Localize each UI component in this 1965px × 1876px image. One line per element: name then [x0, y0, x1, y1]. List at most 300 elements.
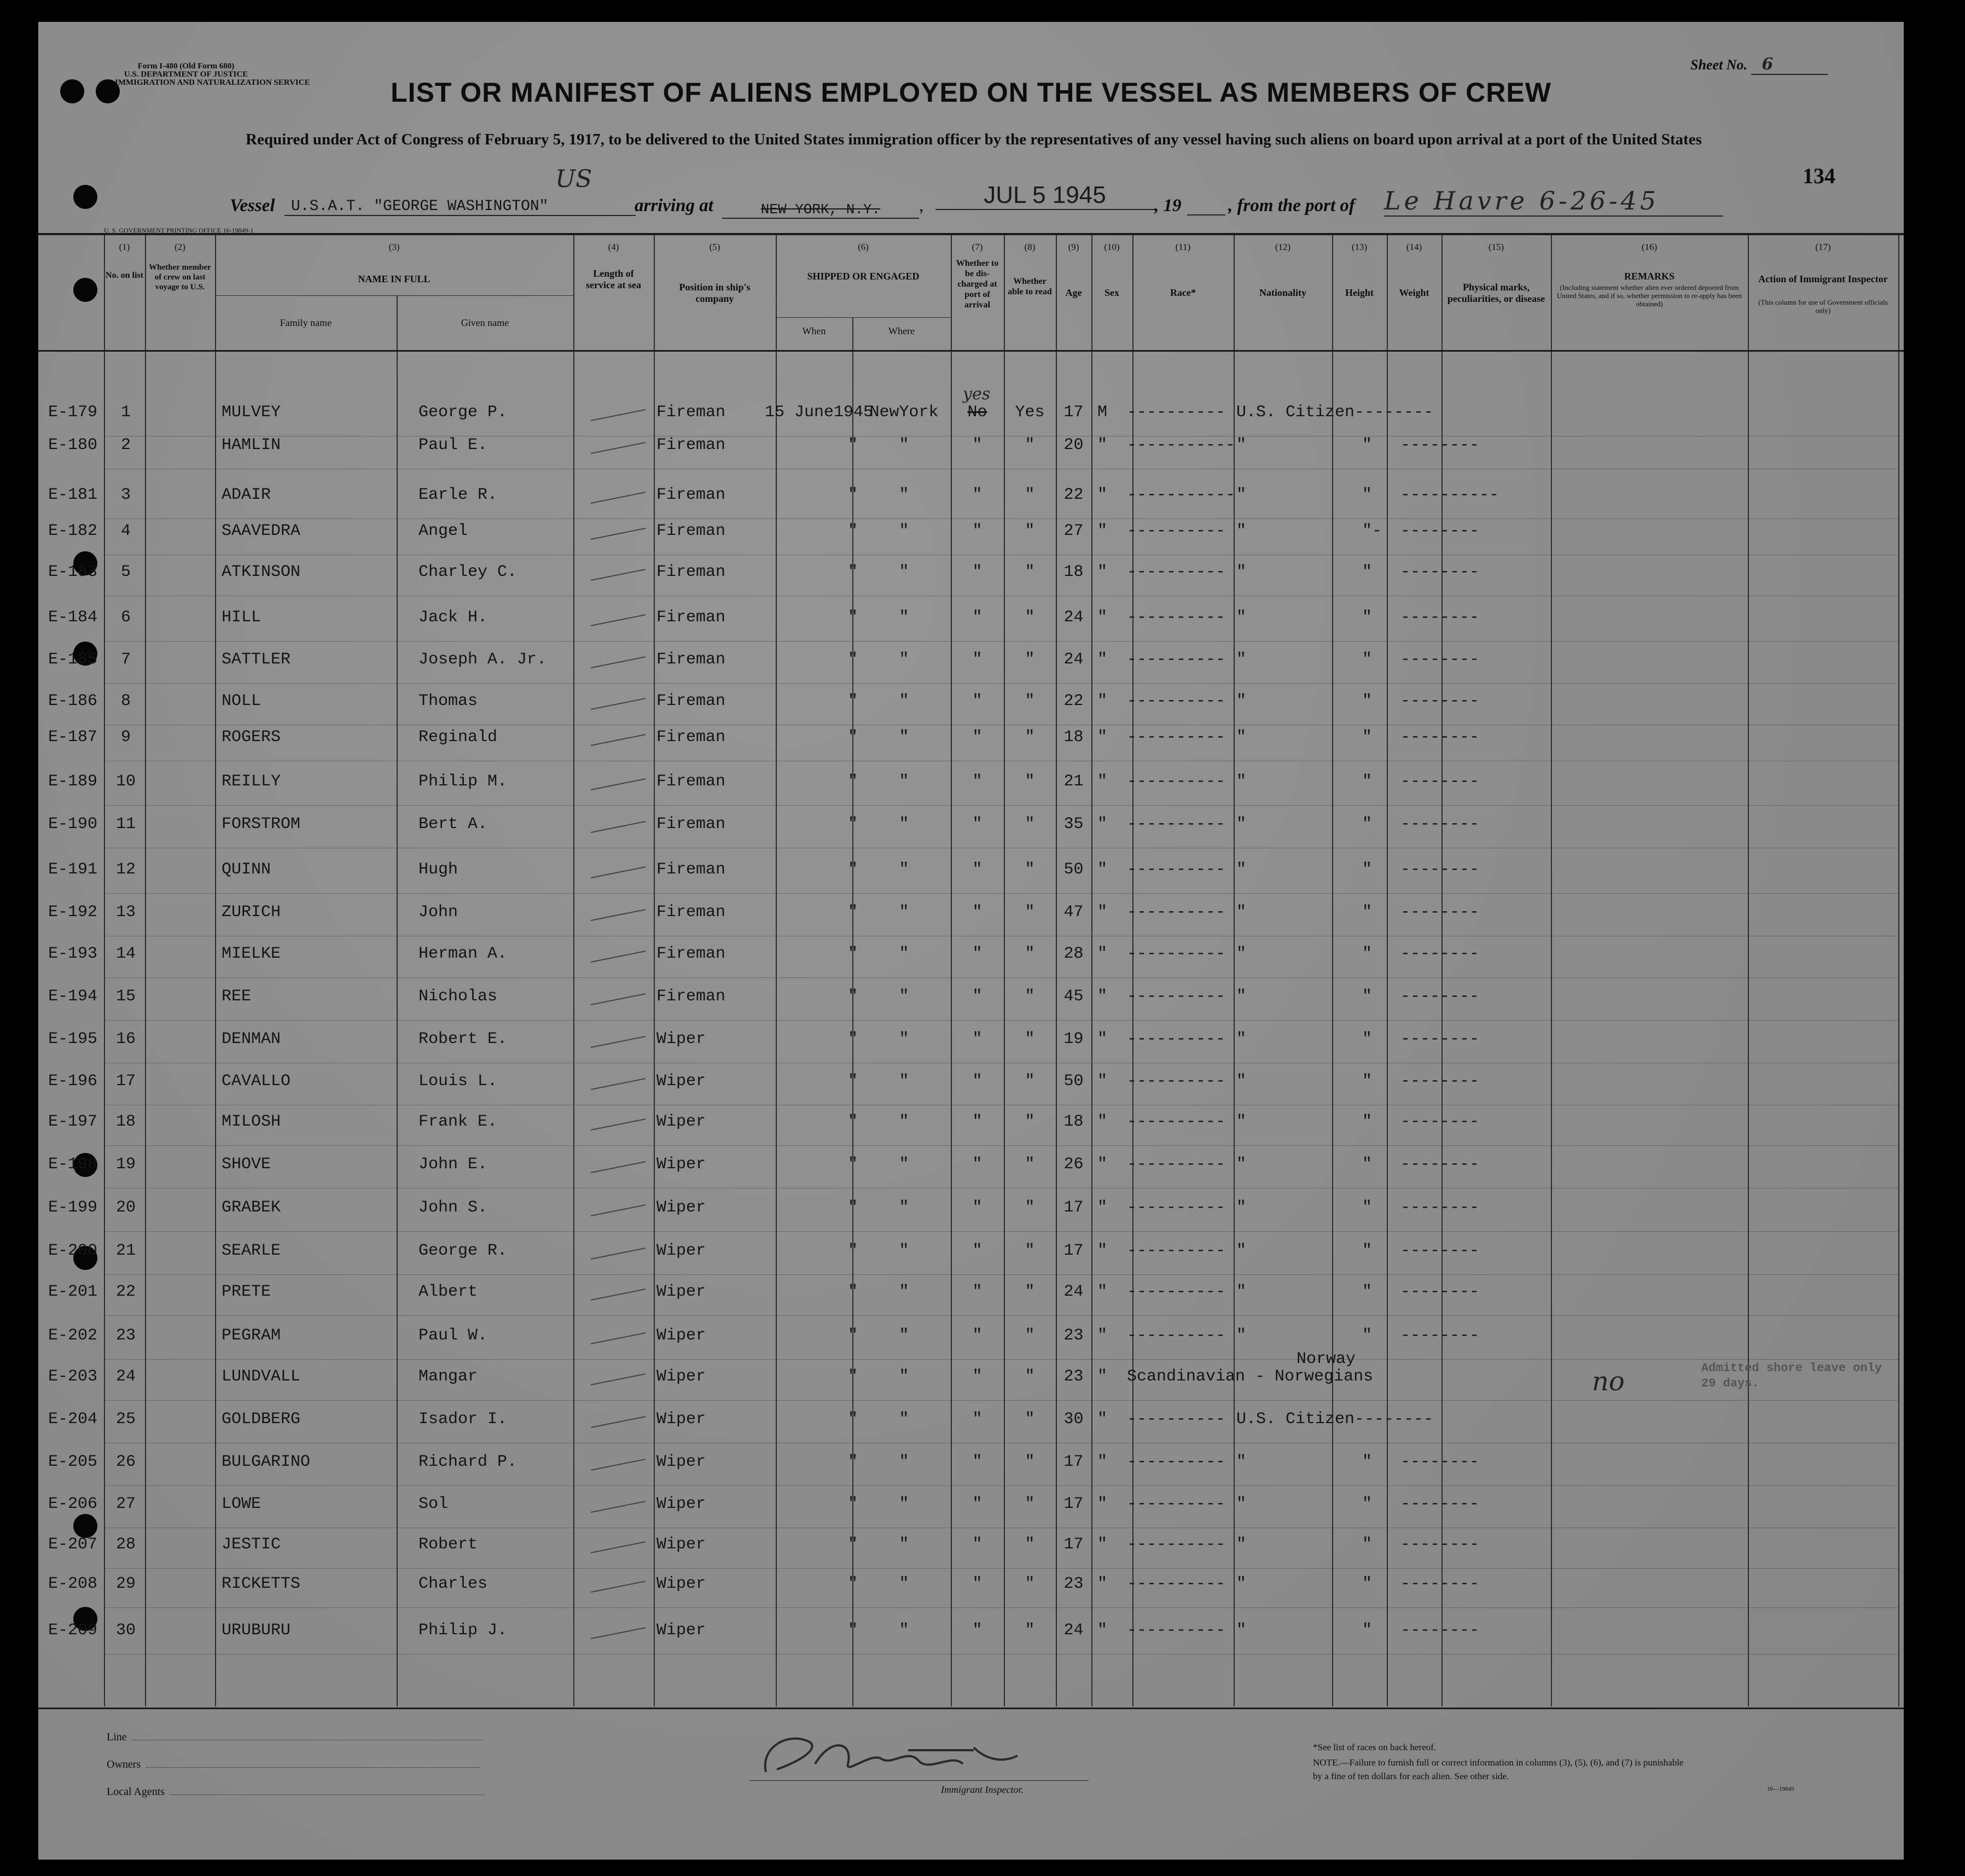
service-tick-mark	[585, 403, 651, 425]
cell-read: "	[1025, 903, 1035, 922]
cell-height: "	[1362, 987, 1373, 1006]
row-rule	[104, 518, 1898, 519]
header-bottom-rule	[38, 350, 1904, 352]
cell-position: Fireman	[656, 860, 726, 879]
cell-given: Frank E.	[418, 1112, 498, 1131]
row-rule	[104, 1607, 1898, 1608]
cell-discharged: "	[972, 1198, 983, 1217]
cell-no: 24	[115, 1367, 136, 1386]
cell-sex: "	[1097, 522, 1107, 540]
cell-position: Fireman	[656, 650, 726, 669]
cell-position: Fireman	[656, 903, 726, 922]
cell-no: 26	[115, 1453, 136, 1471]
cell-age: 23	[1063, 1575, 1084, 1593]
cell-read: "	[1025, 772, 1035, 791]
cell-weight: --------	[1400, 1198, 1480, 1217]
footer-rule	[38, 1708, 1904, 1709]
cell-height: "	[1362, 1072, 1373, 1091]
cell-code: E-184	[48, 608, 98, 627]
cell-height: "	[1362, 1242, 1373, 1260]
cell-read: "	[1025, 1367, 1035, 1386]
cell-nationality: "	[1236, 1198, 1247, 1217]
cell-where: "	[899, 1367, 909, 1386]
cell-height: "	[1362, 1283, 1373, 1301]
cell-where: "	[899, 1326, 909, 1345]
cell-age: 27	[1063, 522, 1084, 540]
cell-given: Angel	[418, 522, 468, 540]
remarks-handwritten: no	[1592, 1366, 1625, 1397]
cell-family: ATKINSON	[222, 563, 301, 581]
vessel-label: Vessel	[230, 196, 275, 215]
cell-sex: "	[1097, 1326, 1107, 1345]
cell-sex: "	[1097, 815, 1107, 834]
cell-height: "	[1362, 436, 1373, 455]
cell-given: Sol	[418, 1495, 449, 1513]
cell-read: "	[1025, 1410, 1035, 1429]
year-blank	[1187, 197, 1225, 215]
cell-position: Fireman	[656, 563, 726, 581]
cell-nationality: "	[1236, 1326, 1247, 1345]
cell-height: "	[1362, 945, 1373, 963]
cell-height: "	[1362, 860, 1373, 879]
cell-position: Wiper	[656, 1112, 706, 1131]
cell-sex: "	[1097, 608, 1107, 627]
service-tick-mark	[585, 772, 651, 794]
cell-age: 17	[1063, 1535, 1084, 1554]
arrival-date-stamp: JUL 5 1945	[935, 182, 1154, 210]
cell-read: Yes	[1015, 403, 1045, 422]
year-label: , 19	[1154, 196, 1182, 215]
cell-where: "	[899, 486, 909, 504]
col-shipped-header: SHIPPED OR ENGAGED	[807, 271, 920, 282]
cell-given: Richard P.	[418, 1453, 518, 1471]
cell-discharged: "	[972, 728, 983, 747]
cell-sex: "	[1097, 1030, 1107, 1048]
cell-code: E-197	[48, 1112, 98, 1131]
cell-nationality: "	[1236, 650, 1247, 669]
cell-read: "	[1025, 1112, 1035, 1131]
cell-discharged: "	[972, 1575, 983, 1593]
line-label: Line	[107, 1731, 482, 1744]
cell-race: ----------	[1127, 1621, 1226, 1640]
col-weight-header: Weight	[1399, 287, 1429, 298]
cell-where: "	[899, 1072, 909, 1091]
cell-code: E-194	[48, 987, 98, 1006]
col-height-header: Height	[1345, 287, 1374, 298]
cell-when: "	[847, 987, 858, 1006]
col-read-header: Whether able to read	[1008, 277, 1052, 296]
page-title: LIST OR MANIFEST OF ALIENS EMPLOYED ON THE VESSEL AS MEMBERS OF CREW	[391, 77, 1551, 108]
cell-weight: --------	[1400, 1326, 1480, 1345]
cell-sex: "	[1097, 486, 1107, 504]
cell-no: 15	[115, 987, 136, 1006]
cell-position: Fireman	[656, 772, 726, 791]
cell-nationality: "	[1236, 1283, 1247, 1301]
cell-position: Fireman	[656, 522, 726, 540]
cell-when: "	[847, 1072, 858, 1091]
cell-family: GOLDBERG	[222, 1410, 301, 1429]
cell-race: ----------	[1127, 860, 1226, 879]
cell-race: ----------	[1127, 692, 1226, 710]
printing-office: U. S. GOVERNMENT PRINTING OFFICE 16-19849-1	[104, 226, 254, 234]
cell-sex: "	[1097, 772, 1107, 791]
cell-weight: --------	[1400, 860, 1480, 879]
cell-height: "	[1362, 608, 1373, 627]
cell-where: "	[899, 772, 909, 791]
cell-sex: "	[1097, 1367, 1107, 1386]
service-tick-mark	[585, 436, 651, 458]
cell-no: 21	[115, 1242, 136, 1260]
cell-given: Paul W.	[418, 1326, 488, 1345]
cell-where: "	[899, 1030, 909, 1048]
cell-position: Wiper	[656, 1198, 706, 1217]
col-race-header: Race*	[1170, 287, 1196, 298]
cell-family: MIELKE	[222, 945, 281, 963]
col-length-service-header: Length of service at sea	[586, 268, 641, 290]
inspector-sign-line	[749, 1780, 1089, 1781]
cell-when: "	[847, 728, 858, 747]
col-nationality-header: Nationality	[1259, 287, 1306, 298]
cell-age: 23	[1063, 1326, 1084, 1345]
cell-code: E-186	[48, 692, 98, 710]
cell-race: ----------	[1127, 1072, 1226, 1091]
cell-given: George P.	[418, 403, 508, 422]
cell-sex: "	[1097, 650, 1107, 669]
cell-nationality: "	[1236, 1155, 1247, 1174]
cell-given: Bert A.	[418, 815, 488, 834]
cell-where: "	[899, 436, 909, 455]
cell-height: "	[1362, 728, 1373, 747]
cell-discharged: "	[972, 650, 983, 669]
cell-when: "	[847, 1030, 858, 1048]
cell-when: "	[847, 772, 858, 791]
cell-code: E-196	[48, 1072, 98, 1091]
cell-no: 4	[120, 522, 131, 540]
row-rule	[104, 805, 1898, 806]
cell-age: 24	[1063, 650, 1084, 669]
service-tick-mark	[585, 608, 651, 630]
cell-code: E-199	[48, 1198, 98, 1217]
row-rule	[104, 1274, 1898, 1275]
cell-family: REE	[222, 987, 252, 1006]
cell-nationality: "	[1236, 772, 1247, 791]
cell-where: "	[899, 1112, 909, 1131]
service-tick-mark	[585, 945, 651, 966]
vessel-name: U.S.A.T. "GEORGE WASHINGTON"	[284, 198, 636, 216]
cell-sex: "	[1097, 436, 1107, 455]
cell-no: 10	[115, 772, 136, 791]
cell-given: Thomas	[418, 692, 478, 710]
cell-read: "	[1025, 1453, 1035, 1471]
cell-position: Wiper	[656, 1453, 706, 1471]
vessel-note: US	[555, 165, 592, 193]
cell-no: 2	[120, 436, 131, 455]
cell-read: "	[1025, 1495, 1035, 1513]
cell-code: E-190	[48, 815, 98, 834]
cell-code: E-201	[48, 1283, 98, 1301]
cell-code: E-208	[48, 1575, 98, 1593]
cell-age: 18	[1063, 563, 1084, 581]
cell-race: Scandinavian - Norwegians	[1127, 1367, 1374, 1386]
cell-code: E-204	[48, 1410, 98, 1429]
cell-age: 17	[1063, 1198, 1084, 1217]
cell-nationality: U.S. Citizen--------	[1236, 1410, 1434, 1429]
cell-age: 50	[1063, 860, 1084, 879]
cell-read: "	[1025, 563, 1035, 581]
cell-given: Mangar	[418, 1367, 478, 1386]
cell-weight: --------	[1400, 436, 1480, 455]
cell-when: "	[847, 860, 858, 879]
comma: ,	[919, 196, 924, 215]
cell-no: 8	[120, 692, 131, 710]
cell-when: "	[847, 692, 858, 710]
inspector-signature	[744, 1726, 1028, 1786]
cell-nationality: "	[1236, 1072, 1247, 1091]
cell-when: "	[847, 650, 858, 669]
cell-position: Fireman	[656, 815, 726, 834]
cell-height: "	[1362, 1326, 1373, 1345]
cell-sex: "	[1097, 728, 1107, 747]
cell-family: SATTLER	[222, 650, 291, 669]
cell-discharged: "	[972, 987, 983, 1006]
cell-code: E-191	[48, 860, 98, 879]
cell-height: "	[1362, 1198, 1373, 1217]
cell-where: "	[899, 1242, 909, 1260]
cell-race: ----------	[1127, 987, 1226, 1006]
cell-discharged: "	[972, 1283, 983, 1301]
cell-family: HILL	[222, 608, 261, 627]
service-tick-mark	[585, 1283, 651, 1304]
cell-position: Wiper	[656, 1367, 706, 1386]
cell-race: ----------	[1127, 1410, 1226, 1429]
cell-family: BULGARINO	[222, 1453, 311, 1471]
cell-given: John E.	[418, 1155, 488, 1174]
service-tick-mark	[585, 728, 651, 750]
cell-sex: "	[1097, 1242, 1107, 1260]
cell-nationality: "	[1236, 945, 1247, 963]
cell-when: "	[847, 1242, 858, 1260]
cell-discharged: "	[972, 903, 983, 922]
cell-position: Fireman	[656, 728, 726, 747]
cell-where: "	[899, 692, 909, 710]
cell-nationality: Norway	[1297, 1350, 1356, 1368]
cell-when: "	[847, 1621, 858, 1640]
cell-position: Fireman	[656, 486, 726, 504]
cell-weight: --------	[1400, 1283, 1480, 1301]
cell-age: 22	[1063, 692, 1084, 710]
cell-nationality: U.S. Citizen--------	[1236, 403, 1434, 422]
cell-where: "	[899, 1621, 909, 1640]
cell-no: 6	[120, 608, 131, 627]
cell-age: 45	[1063, 987, 1084, 1006]
cell-family: MULVEY	[222, 403, 281, 422]
row-rule	[104, 1145, 1898, 1146]
col-age-header: Age	[1065, 287, 1082, 298]
row-rule	[104, 683, 1898, 684]
cell-discharged: "	[972, 608, 983, 627]
service-tick-mark	[585, 1535, 651, 1557]
cell-age: 17	[1063, 1495, 1084, 1513]
cell-nationality: "	[1236, 728, 1247, 747]
cell-code: E-189	[48, 772, 98, 791]
cell-no: 7	[120, 650, 131, 669]
cell-when: "	[847, 1410, 858, 1429]
col-given-name-header: Given name	[461, 317, 509, 328]
cell-race: ----------	[1127, 1155, 1226, 1174]
cell-given: Charles	[418, 1575, 488, 1593]
cell-race: ----------	[1127, 815, 1226, 834]
arriving-label: arriving at	[635, 196, 713, 215]
cell-weight: --------	[1400, 815, 1480, 834]
cell-given: Robert	[418, 1535, 478, 1554]
cell-when: "	[847, 608, 858, 627]
cell-read: "	[1025, 815, 1035, 834]
cell-height: "	[1362, 1453, 1373, 1471]
cell-sex: "	[1097, 987, 1107, 1006]
cell-age: 21	[1063, 772, 1084, 791]
cell-family: ADAIR	[222, 486, 271, 504]
row-rule	[104, 1485, 1898, 1486]
service-tick-mark	[585, 1326, 651, 1348]
row-rule	[104, 1568, 1898, 1569]
cell-height: "	[1362, 563, 1373, 581]
cell-family: SAAVEDRA	[222, 522, 301, 540]
col-where-header: Where	[888, 325, 915, 336]
page-subtitle: Required under Act of Congress of February 5, 1917, to be delivered to the United States immigration officer by the representatives of any vessel having such aliens on board upon arrival at a port of the United States	[246, 131, 1702, 148]
cell-code: E-205	[48, 1453, 98, 1471]
col-action-subheader: (This column for use of Government officials only)	[1758, 298, 1888, 314]
col-physical-marks-header: Physical marks, peculiarities, or disease	[1447, 282, 1545, 304]
cell-code: E-181	[48, 486, 98, 504]
cell-no: 23	[115, 1326, 136, 1345]
cell-discharged: "	[972, 1155, 983, 1174]
service-tick-mark	[585, 1621, 651, 1643]
cell-age: 17	[1063, 1242, 1084, 1260]
cell-when: "	[847, 1495, 858, 1513]
cell-code: E-200	[48, 1242, 98, 1260]
cell-position: Wiper	[656, 1030, 706, 1048]
service-tick-mark	[585, 1112, 651, 1134]
cell-height: "	[1362, 772, 1373, 791]
cell-nationality: "	[1236, 1030, 1247, 1048]
cell-position: Wiper	[656, 1535, 706, 1554]
cell-weight: --------	[1400, 903, 1480, 922]
cell-age: 28	[1063, 945, 1084, 963]
cell-where: "	[899, 522, 909, 540]
col-when-header: When	[802, 325, 826, 336]
cell-age: 19	[1063, 1030, 1084, 1048]
cell-age: 24	[1063, 1621, 1084, 1640]
service-tick-mark	[585, 860, 651, 882]
cell-when: "	[847, 1112, 858, 1131]
cell-no: 30	[115, 1621, 136, 1640]
cell-given: Isador I.	[418, 1410, 508, 1429]
cell-race: ----------	[1127, 563, 1226, 581]
cell-given: Hugh	[418, 860, 458, 879]
cell-read: "	[1025, 1155, 1035, 1174]
cell-where: NewYork	[869, 403, 939, 422]
form-code: 16—19849	[1767, 1786, 1794, 1792]
cell-nationality: "	[1236, 486, 1247, 504]
cell-read: "	[1025, 987, 1035, 1006]
cell-position: Wiper	[656, 1621, 706, 1640]
cell-code: E-185	[48, 650, 98, 669]
cell-sex: "	[1097, 1155, 1107, 1174]
col-remarks-header: REMARKS	[1624, 271, 1675, 282]
from-label: , from the port of	[1228, 196, 1355, 215]
cell-nationality: "	[1236, 1575, 1247, 1593]
cell-weight: --------	[1400, 987, 1480, 1006]
cell-position: Fireman	[656, 403, 726, 422]
cell-where: "	[899, 1575, 909, 1593]
cell-no: 5	[120, 563, 131, 581]
cell-no: 29	[115, 1575, 136, 1593]
cell-weight: --------	[1400, 772, 1480, 791]
cell-weight: --------	[1400, 563, 1480, 581]
cell-weight: --------	[1400, 1155, 1480, 1174]
cell-read: "	[1025, 1575, 1035, 1593]
cell-age: 18	[1063, 728, 1084, 747]
cell-given: Charley C.	[418, 563, 518, 581]
cell-given: Paul E.	[418, 436, 488, 455]
cell-no: 3	[120, 486, 131, 504]
service-tick-mark	[585, 903, 651, 925]
cell-race: ----------	[1127, 1030, 1226, 1048]
cell-height: "	[1362, 1112, 1373, 1131]
cell-family: LOWE	[222, 1495, 261, 1513]
cell-when: "	[847, 1535, 858, 1554]
cell-given: Philip J.	[418, 1621, 508, 1640]
cell-given: Philip M.	[418, 772, 508, 791]
cell-where: "	[899, 987, 909, 1006]
service-tick-mark	[585, 1242, 651, 1263]
cell-when: "	[847, 1326, 858, 1345]
cell-given: Earle R.	[418, 486, 498, 504]
cell-family: RICKETTS	[222, 1575, 301, 1593]
cell-nationality: "	[1236, 1112, 1247, 1131]
cell-given: Herman A.	[418, 945, 508, 963]
arriving-port: NEW YORK, N.Y.	[722, 201, 919, 219]
cell-nationality: "	[1236, 1453, 1247, 1471]
cell-when: "	[847, 436, 858, 455]
row-rule	[104, 977, 1898, 978]
cell-sex: "	[1097, 1621, 1107, 1640]
cell-height: "	[1362, 692, 1373, 710]
col-discharged-header: Whether to be dis-charged at port of arrival	[956, 259, 999, 310]
cell-position: Wiper	[656, 1072, 706, 1091]
cell-race: ----------	[1127, 650, 1226, 669]
cell-code: E-183	[48, 563, 98, 581]
cell-height: "	[1362, 1030, 1373, 1048]
cell-age: 35	[1063, 815, 1084, 834]
cell-family: QUINN	[222, 860, 271, 879]
cell-when: "	[847, 1367, 858, 1386]
cell-height: "	[1362, 1495, 1373, 1513]
cell-sex: M	[1097, 403, 1107, 422]
cell-when: "	[847, 1575, 858, 1593]
cell-age: 23	[1063, 1367, 1084, 1386]
cell-read: "	[1025, 1072, 1035, 1091]
service-tick-mark	[585, 563, 651, 585]
cell-nationality: "	[1236, 860, 1247, 879]
cell-family: URUBURU	[222, 1621, 291, 1640]
cell-position: Wiper	[656, 1495, 706, 1513]
cell-read: "	[1025, 486, 1035, 504]
cell-nationality: "	[1236, 522, 1247, 540]
cell-read: "	[1025, 436, 1035, 455]
cell-family: MILOSH	[222, 1112, 281, 1131]
cell-weight: --------	[1400, 1621, 1480, 1640]
